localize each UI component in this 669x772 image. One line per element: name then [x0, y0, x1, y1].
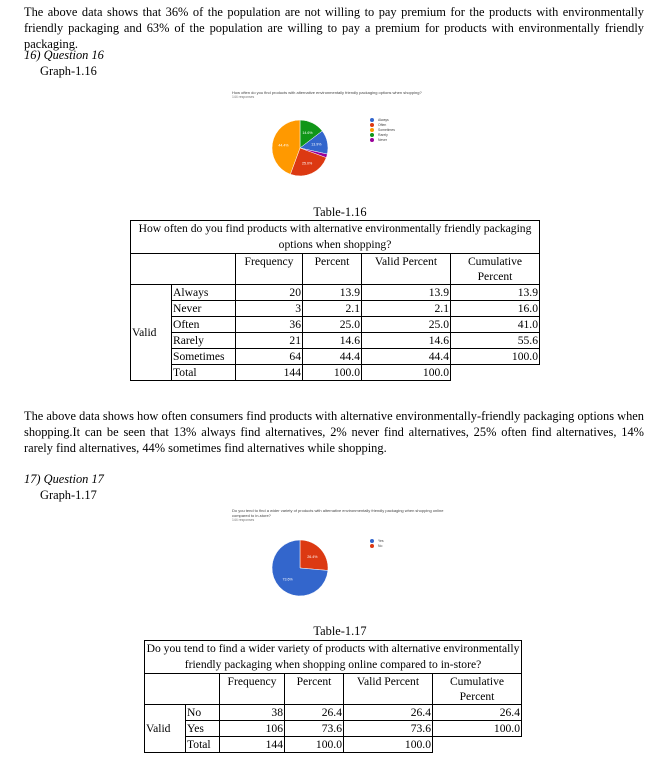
table-row	[145, 737, 522, 753]
table-17-title: Do you tend to find a wider variety of products with alternative environmentally friendly packaging when shopping online compared to in-store?	[145, 641, 522, 674]
graph-16-legend	[370, 117, 395, 143]
cell-frequency: 106	[220, 721, 285, 737]
row-label: No	[186, 705, 220, 721]
graph-17-legend	[370, 538, 384, 548]
cell-valid-percent: 13.9	[362, 285, 451, 301]
cell-valid-percent: 44.4	[362, 349, 451, 365]
graph-17-responses: 144 responses	[232, 518, 255, 522]
pie-label-rarely: 14.6%	[302, 131, 313, 136]
table-row	[145, 721, 522, 737]
cell-cumulative: 100.0	[451, 349, 540, 365]
legend-label: No	[378, 543, 383, 548]
legend-swatch	[370, 118, 374, 122]
row-label: Sometimes	[172, 349, 236, 365]
pie-label-sometimes: 13.9%	[311, 142, 322, 147]
cell-valid-percent: 100.0	[344, 737, 433, 753]
cell-frequency: 38	[220, 705, 285, 721]
question-16-summary: The above data shows how often consumers find products with alternative environmentally-friendly packaging options when shopping.It can be seen that 13% always find alternatives, 2% never find alternatives, 25% often find alternatives, 14% rarely find alternatives, 44% sometimes find alternatives while shopping.	[24, 409, 644, 455]
row-label: Rarely	[172, 333, 236, 349]
legend-label: Always	[378, 117, 389, 122]
legend-swatch	[370, 133, 374, 137]
table-row	[131, 333, 540, 349]
cell-percent: 100.0	[285, 737, 344, 753]
cell-valid-percent: 73.6	[344, 721, 433, 737]
legend-label: Never	[378, 138, 388, 143]
graph-16-figure	[232, 90, 462, 99]
cell-cumulative: 13.9	[451, 285, 540, 301]
legend-swatch	[370, 138, 374, 142]
table-16-caption: Table-1.16	[313, 205, 367, 219]
table-16-title: How often do you find products with alternative environmentally friendly packaging options when shopping?	[131, 221, 540, 254]
row-label: Yes	[186, 721, 220, 737]
table-row	[131, 317, 540, 333]
table-16-header-valid-percent: Valid Percent	[362, 254, 451, 285]
cell-cumulative	[433, 737, 522, 753]
cell-cumulative: 100.0	[433, 721, 522, 737]
legend-swatch	[370, 539, 374, 543]
graph-16-title: How often do you find products with alternative environmentally friendly packaging options when shopping?	[232, 90, 422, 95]
graph-16-label: Graph-1.16	[40, 64, 97, 78]
table-16-header-frequency: Frequency	[236, 254, 303, 285]
row-label: Total	[186, 737, 220, 753]
graph-17-title: Do you tend to find a wider variety of products with alternative environmentally friendly packaging when shopping online compared to in-store?	[232, 508, 444, 518]
question-17-number: 17) Question 17	[24, 472, 104, 486]
table-17-header-frequency: Frequency	[220, 674, 285, 705]
legend-item-never	[370, 138, 395, 143]
cell-valid-percent: 14.6	[362, 333, 451, 349]
cell-percent: 13.9	[303, 285, 362, 301]
cell-percent: 73.6	[285, 721, 344, 737]
table-17-caption: Table-1.17	[313, 624, 367, 638]
pie-label-always: 44.4%	[278, 143, 289, 148]
table-group-label: Valid	[145, 705, 186, 753]
graph-17-pie	[270, 538, 330, 598]
legend-swatch	[370, 544, 374, 548]
cell-percent: 14.6	[303, 333, 362, 349]
question-16-number: 16) Question 16	[24, 48, 104, 62]
table-16-header-percent: Percent	[303, 254, 362, 285]
row-label: Often	[172, 317, 236, 333]
cell-cumulative: 55.6	[451, 333, 540, 349]
row-label: Never	[172, 301, 236, 317]
table-group-label: Valid	[131, 285, 172, 381]
legend-swatch	[370, 128, 374, 132]
legend-item-no	[370, 543, 384, 548]
cell-percent: 44.4	[303, 349, 362, 365]
legend-swatch	[370, 123, 374, 127]
cell-percent: 2.1	[303, 301, 362, 317]
table-row	[131, 349, 540, 365]
cell-percent: 25.0	[303, 317, 362, 333]
cell-frequency: 144	[220, 737, 285, 753]
table-17-header-percent: Percent	[285, 674, 344, 705]
table-16-header-cumulative: Cumulative Percent	[451, 254, 540, 285]
legend-label: Often	[378, 122, 387, 127]
intro-paragraph: The above data shows that 36% of the population are not willing to pay premium for the products with environmentally friendly packaging and 63% of the population are willing to pay a premium for products with environmentally friendly packaging.	[24, 5, 644, 51]
cell-frequency: 36	[236, 317, 303, 333]
cell-valid-percent: 26.4	[344, 705, 433, 721]
table-row	[131, 365, 540, 381]
cell-frequency: 21	[236, 333, 303, 349]
table-17-header-valid-percent: Valid Percent	[344, 674, 433, 705]
cell-frequency: 3	[236, 301, 303, 317]
cell-frequency: 144	[236, 365, 303, 381]
row-label: Always	[172, 285, 236, 301]
cell-percent: 100.0	[303, 365, 362, 381]
table-16	[130, 220, 540, 381]
cell-valid-percent: 100.0	[362, 365, 451, 381]
cell-frequency: 20	[236, 285, 303, 301]
cell-valid-percent: 25.0	[362, 317, 451, 333]
graph-16-pie	[270, 118, 330, 178]
graph-17-label: Graph-1.17	[40, 488, 97, 502]
graph-17-figure	[232, 508, 462, 522]
cell-frequency: 64	[236, 349, 303, 365]
table-row	[131, 285, 540, 301]
legend-label: Yes	[378, 538, 384, 543]
cell-percent: 26.4	[285, 705, 344, 721]
cell-cumulative: 26.4	[433, 705, 522, 721]
row-label: Total	[172, 365, 236, 381]
table-17-blank-header	[145, 674, 220, 705]
cell-cumulative: 41.0	[451, 317, 540, 333]
pie-label-no: 26.4%	[307, 554, 318, 559]
legend-label: Sometimes	[378, 127, 395, 132]
cell-cumulative	[451, 365, 540, 381]
table-row	[131, 301, 540, 317]
table-17	[144, 640, 522, 753]
cell-valid-percent: 2.1	[362, 301, 451, 317]
table-17-header-cumulative: Cumulative Percent	[433, 674, 522, 705]
table-row	[145, 705, 522, 721]
pie-label-yes: 73.6%	[282, 577, 293, 582]
legend-label: Rarely	[378, 133, 388, 138]
cell-cumulative: 16.0	[451, 301, 540, 317]
table-16-blank-header	[131, 254, 236, 285]
pie-label-never: 25.0%	[301, 161, 313, 166]
graph-16-responses: 144 responses	[232, 95, 255, 99]
